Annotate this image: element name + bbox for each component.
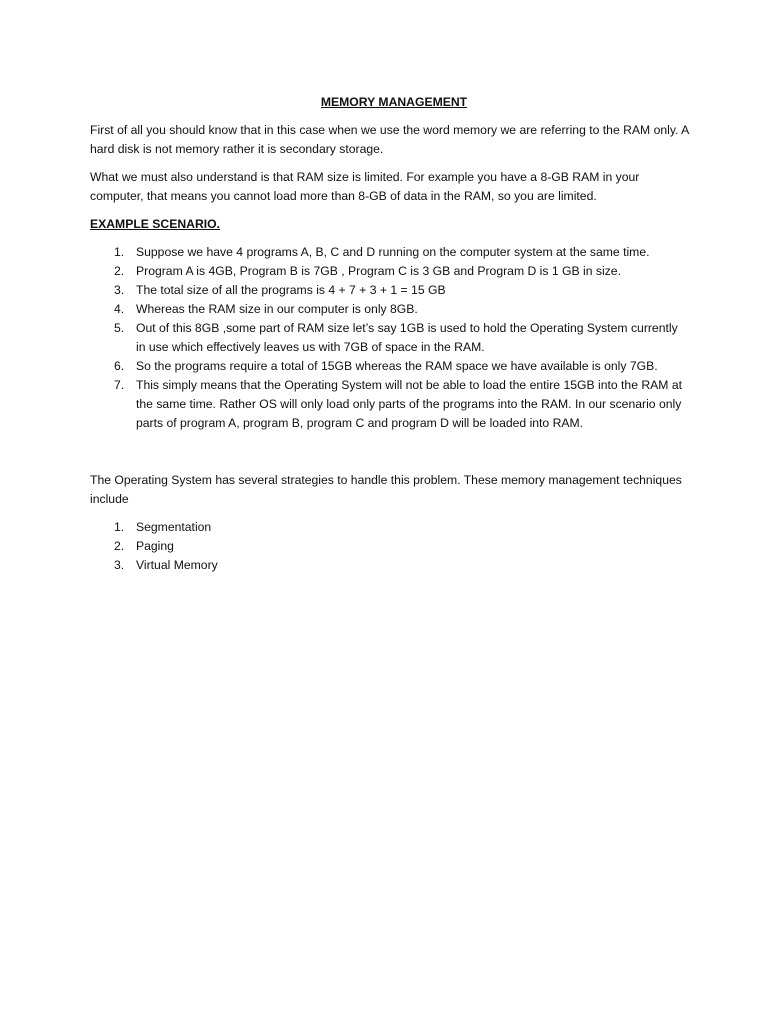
scenario-item-text: So the programs require a total of 15GB whereas the RAM space we have available is only 7GB. <box>136 359 658 373</box>
document-title: MEMORY MANAGEMENT <box>320 95 468 109</box>
technique-item <box>90 518 690 537</box>
scenario-item-text: Program A is 4GB, Program B is 7GB , Program C is 3 GB and Program D is 1 GB in size. <box>136 264 621 278</box>
scenario-item <box>90 376 690 433</box>
scenario-item-text: Whereas the RAM size in our computer is only 8GB. <box>136 302 418 316</box>
scenario-heading: EXAMPLE SCENARIO. <box>90 217 221 231</box>
technique-item-text: Segmentation <box>136 520 212 534</box>
scenario-item-number: 5. <box>114 321 125 335</box>
scenario-item-text: Out of this 8GB ,some part of RAM size let’s say 1GB is used to hold the Operating System currently in use which effectively leaves us with 7GB of space in the RAM. <box>136 321 678 354</box>
intro-paragraph-1: First of all you should know that in this case when we use the word memory we are referring to the RAM only. A hard disk is not memory rather it is secondary storage. <box>90 123 689 156</box>
scenario-item-text: This simply means that the Operating System will not be able to load the entire 15GB into the RAM at the same time. Rather OS will only load only parts of the programs into the RAM. In our scenario only parts of program A, program B, program C and program D will be loaded into RAM. <box>136 378 683 430</box>
technique-item <box>90 556 690 575</box>
intro-paragraph-2: What we must also understand is that RAM size is limited. For example you have a 8-GB RAM in your computer, that means you cannot load more than 8-GB of data in the RAM, so you are limited. <box>90 170 640 203</box>
scenario-item-number: 1. <box>114 245 125 259</box>
technique-item <box>90 537 690 556</box>
technique-item-text: Virtual Memory <box>136 558 218 572</box>
technique-list <box>90 518 690 575</box>
scenario-item-number: 4. <box>114 302 125 316</box>
scenario-item <box>90 357 690 376</box>
scenario-item-number: 3. <box>114 283 125 297</box>
strategies-paragraph: The Operating System has several strategies to handle this problem. These memory management techniques include <box>90 473 682 506</box>
scenario-item-number: 2. <box>114 264 125 278</box>
technique-item-text: Paging <box>136 539 174 553</box>
technique-item-number: 1. <box>114 520 125 534</box>
scenario-item <box>90 262 690 281</box>
scenario-item <box>90 243 690 262</box>
scenario-item <box>90 319 690 357</box>
scenario-item <box>90 300 690 319</box>
technique-item-number: 3. <box>114 558 125 572</box>
document-body <box>90 93 690 575</box>
scenario-item-text: The total size of all the programs is 4 + 7 + 3 + 1 = 15 GB <box>136 283 446 297</box>
scenario-item-text: Suppose we have 4 programs A, B, C and D running on the computer system at the same time. <box>136 245 650 259</box>
technique-item-number: 2. <box>114 539 125 553</box>
scenario-item-number: 6. <box>114 359 125 373</box>
scenario-item <box>90 281 690 300</box>
scenario-item-number: 7. <box>114 378 125 392</box>
scenario-list <box>90 243 690 433</box>
